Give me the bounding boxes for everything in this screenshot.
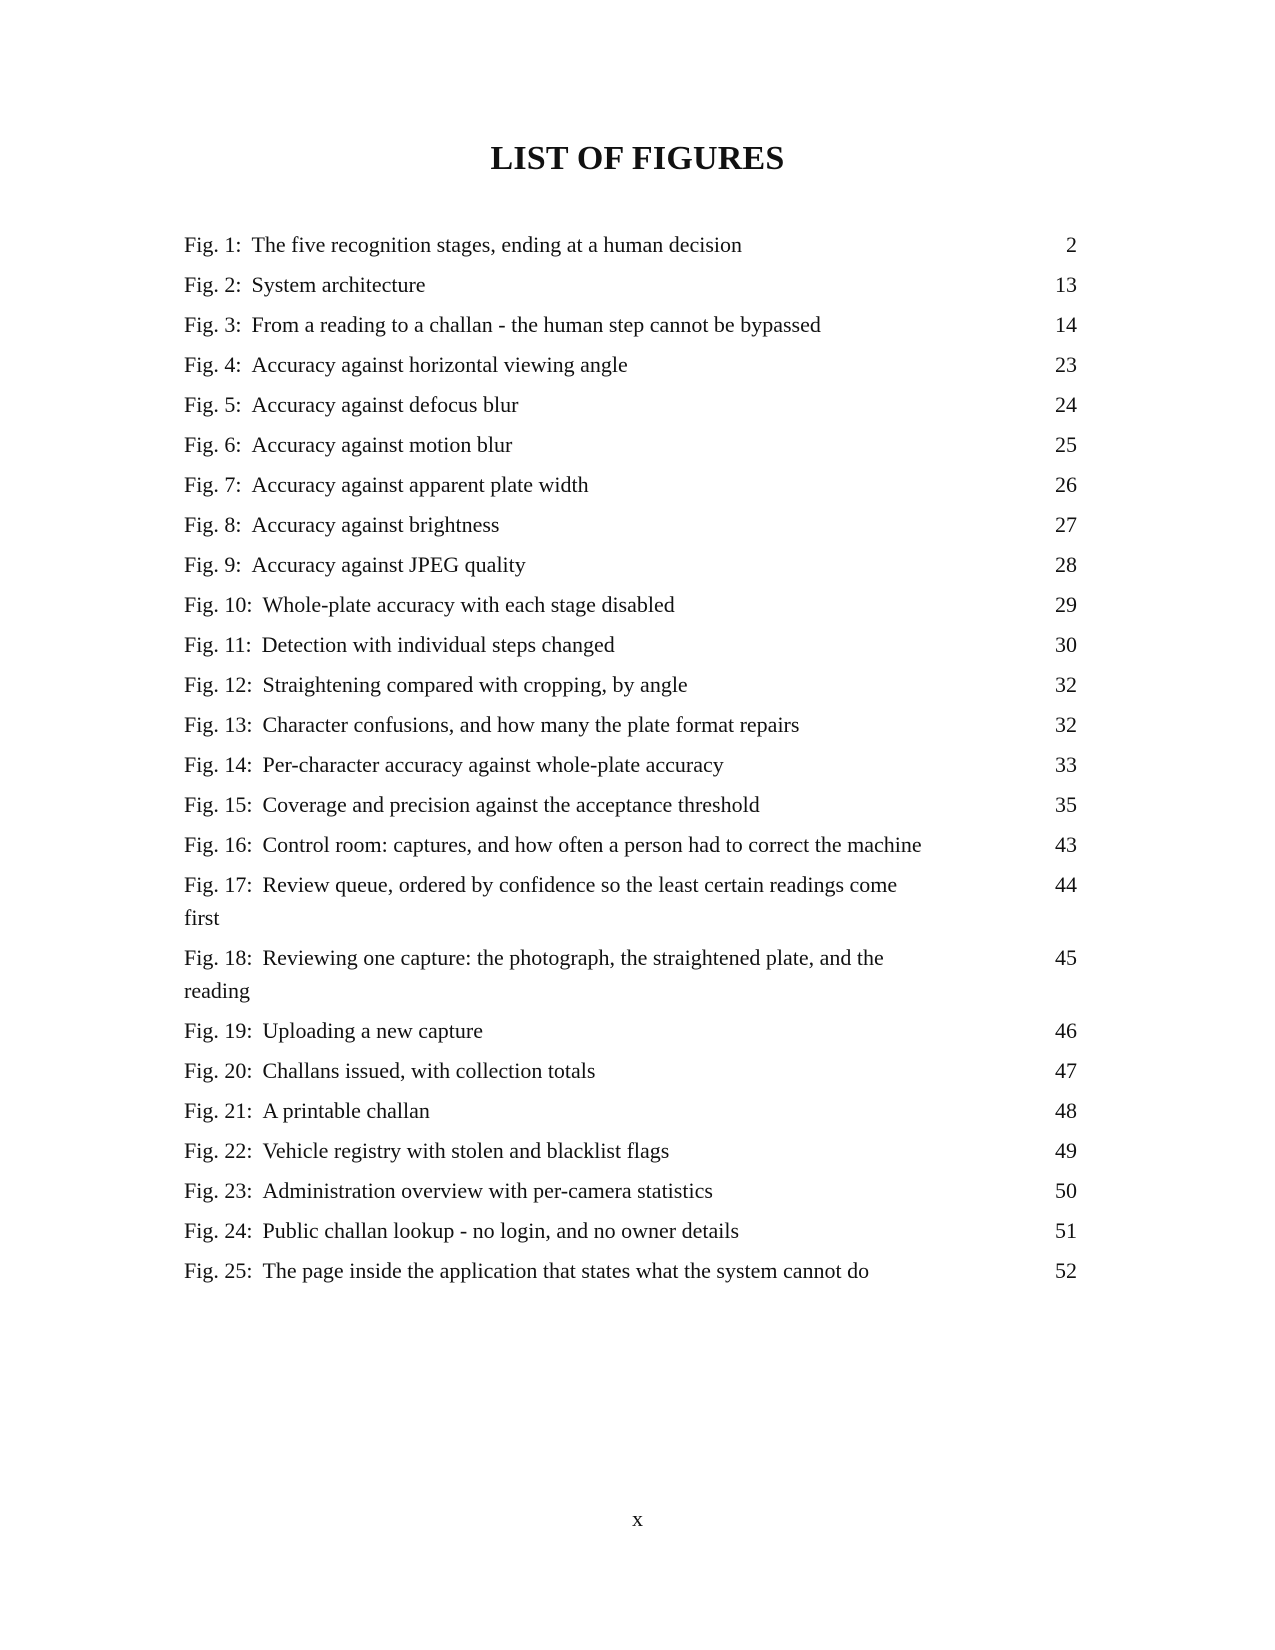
figure-page-number: 47 (1055, 1058, 1077, 1083)
figure-label: Fig. 21: (184, 1098, 253, 1123)
figure-page-number: 2 (1066, 232, 1077, 257)
figure-label: Fig. 6: (184, 432, 242, 457)
figure-page-number: 51 (1055, 1218, 1077, 1243)
figure-entry[interactable] (184, 1094, 1077, 1127)
figure-label: Fig. 23: (184, 1178, 253, 1203)
figure-page-number: 27 (1055, 512, 1077, 537)
figure-page-number: 48 (1055, 1098, 1077, 1123)
figure-entry[interactable] (184, 708, 1077, 741)
figure-label: Fig. 3: (184, 312, 242, 337)
figure-entry[interactable] (184, 788, 1077, 821)
figure-label: Fig. 2: (184, 272, 242, 297)
figure-page-number: 26 (1055, 472, 1077, 497)
figure-caption: Review queue, ordered by confidence so the least certain readings come first (184, 872, 898, 930)
figure-label: Fig. 1: (184, 232, 242, 257)
figure-label: Fig. 9: (184, 552, 242, 577)
figure-label: Fig. 13: (184, 712, 253, 737)
figure-page-number: 44 (1055, 872, 1077, 897)
figure-page-number: 49 (1055, 1138, 1077, 1163)
figure-label: Fig. 7: (184, 472, 242, 497)
figure-page-number: 23 (1055, 352, 1077, 377)
figure-caption: Vehicle registry with stolen and blacklist flags (262, 1138, 670, 1163)
figure-caption: Detection with individual steps changed (261, 632, 615, 657)
figure-page-number: 46 (1055, 1018, 1077, 1043)
figure-caption: Accuracy against JPEG quality (251, 552, 526, 577)
figure-entry[interactable] (184, 468, 1077, 501)
figure-entry[interactable] (184, 1134, 1077, 1167)
figure-label: Fig. 24: (184, 1218, 253, 1243)
figure-label: Fig. 8: (184, 512, 242, 537)
figure-label: Fig. 10: (184, 592, 253, 617)
figure-page-number: 30 (1055, 632, 1077, 657)
figure-entry[interactable] (184, 388, 1077, 421)
figure-entry[interactable] (184, 941, 1077, 1007)
figure-caption: Accuracy against defocus blur (251, 392, 519, 417)
figure-page-number: 25 (1055, 432, 1077, 457)
figure-entry[interactable] (184, 348, 1077, 381)
figure-entry[interactable] (184, 748, 1077, 781)
figure-page-number: 28 (1055, 552, 1077, 577)
figure-label: Fig. 5: (184, 392, 242, 417)
figure-page-number: 35 (1055, 792, 1077, 817)
figure-caption: Per-character accuracy against whole-plate accuracy (262, 752, 724, 777)
figure-label: Fig. 25: (184, 1258, 253, 1283)
figure-caption: Accuracy against brightness (251, 512, 500, 537)
figure-caption: Administration overview with per-camera statistics (262, 1178, 713, 1203)
figure-caption: Accuracy against horizontal viewing angle (251, 352, 628, 377)
figure-page-number: 32 (1055, 672, 1077, 697)
figure-caption: Accuracy against motion blur (251, 432, 513, 457)
figure-entry[interactable] (184, 588, 1077, 621)
page-title: LIST OF FIGURES (490, 140, 785, 177)
figure-page-number: 43 (1055, 832, 1077, 857)
figure-page-number: 32 (1055, 712, 1077, 737)
figure-page-number: 45 (1055, 945, 1077, 970)
figure-page-number: 24 (1055, 392, 1077, 417)
figure-caption: The five recognition stages, ending at a human decision (251, 232, 743, 257)
figure-caption: Coverage and precision against the acceptance threshold (262, 792, 760, 817)
figure-caption: Uploading a new capture (262, 1018, 483, 1043)
figure-entry[interactable] (184, 1014, 1077, 1047)
figure-label: Fig. 20: (184, 1058, 253, 1083)
figure-label: Fig. 12: (184, 672, 253, 697)
figure-page-number: 33 (1055, 752, 1077, 777)
figure-page-number: 52 (1055, 1258, 1077, 1283)
figure-entry[interactable] (184, 1054, 1077, 1087)
page-number: x (632, 1506, 643, 1531)
figure-label: Fig. 18: (184, 945, 253, 970)
figure-entry[interactable] (184, 508, 1077, 541)
figure-label: Fig. 15: (184, 792, 253, 817)
figure-caption: Accuracy against apparent plate width (251, 472, 589, 497)
figure-caption: The page inside the application that states what the system cannot do (262, 1258, 870, 1283)
figure-caption: Public challan lookup - no login, and no owner details (262, 1218, 740, 1243)
figure-caption: A printable challan (262, 1098, 430, 1123)
figure-entry[interactable] (184, 268, 1077, 301)
figure-caption: System architecture (251, 272, 426, 297)
figure-caption: Straightening compared with cropping, by angle (262, 672, 688, 697)
figure-page-number: 50 (1055, 1178, 1077, 1203)
figure-page-number: 13 (1055, 272, 1077, 297)
figure-entry[interactable] (184, 1174, 1077, 1207)
figure-caption: Challans issued, with collection totals (262, 1058, 596, 1083)
figure-entry[interactable] (184, 828, 1077, 861)
figure-entry[interactable] (184, 228, 1077, 261)
figure-label: Fig. 11: (184, 632, 252, 657)
figure-label: Fig. 19: (184, 1018, 253, 1043)
figure-caption: Control room: captures, and how often a person had to correct the machine (262, 832, 922, 857)
figure-label: Fig. 16: (184, 832, 253, 857)
figure-caption: Whole-plate accuracy with each stage disabled (262, 592, 675, 617)
figure-label: Fig. 17: (184, 872, 253, 897)
figure-entry[interactable] (184, 668, 1077, 701)
figure-entry[interactable] (184, 868, 1077, 934)
figure-label: Fig. 14: (184, 752, 253, 777)
figure-entry[interactable] (184, 1214, 1077, 1247)
figure-caption: Character confusions, and how many the plate format repairs (262, 712, 800, 737)
figure-caption: Reviewing one capture: the photograph, the straightened plate, and the reading (184, 945, 884, 1003)
figure-entry[interactable] (184, 428, 1077, 461)
figure-list (184, 228, 1077, 1294)
figure-entry[interactable] (184, 1254, 1077, 1287)
figure-entry[interactable] (184, 308, 1077, 341)
figure-entry[interactable] (184, 628, 1077, 661)
figure-page-number: 29 (1055, 592, 1077, 617)
figure-label: Fig. 22: (184, 1138, 253, 1163)
figure-entry[interactable] (184, 548, 1077, 581)
figure-label: Fig. 4: (184, 352, 242, 377)
figure-caption: From a reading to a challan - the human step cannot be bypassed (251, 312, 821, 337)
figure-page-number: 14 (1055, 312, 1077, 337)
